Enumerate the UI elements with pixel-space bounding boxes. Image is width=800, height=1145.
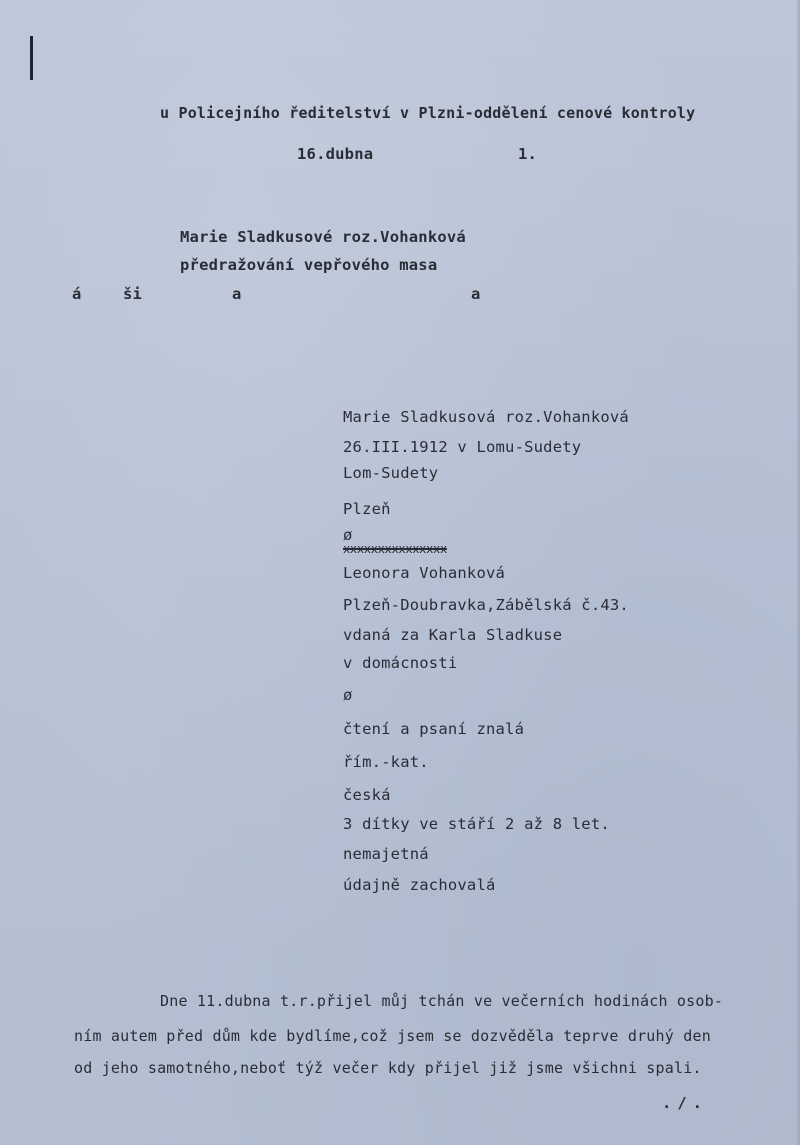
address: Plzeň-Doubravka,Zábělská č.43. <box>343 596 629 614</box>
statement-line: ním autem před dům kde bydlíme,což jsem se dozvěděla teprve druhý den <box>74 1027 711 1045</box>
form-fragment: a <box>232 285 242 303</box>
literacy: čtení a psaní znalá <box>343 720 525 738</box>
marital-status: vdaná za Karla Sladkuse <box>343 626 563 644</box>
slash-mark: ø <box>343 526 353 544</box>
subject-name: Marie Sladkusové roz.Vohanková <box>180 228 466 246</box>
margin-mark <box>30 36 33 80</box>
occupation: v domácnosti <box>343 654 458 672</box>
residence: Plzeň <box>343 500 391 518</box>
full-name: Marie Sladkusová roz.Vohanková <box>343 408 629 426</box>
domicile: Lom-Sudety <box>343 464 439 482</box>
nationality: česká <box>343 786 391 804</box>
slash-mark: ø <box>343 686 353 704</box>
birth-data: 26.III.1912 v Lomu-Sudety <box>343 438 582 456</box>
subject-offense: předražování vepřového masa <box>180 256 438 274</box>
mother-name: Leonora Vohanková <box>343 564 506 582</box>
form-fragment: á <box>72 285 82 303</box>
form-fragment: a <box>471 285 481 303</box>
form-fragment: ši <box>123 285 143 303</box>
reputation: údajně zachovalá <box>343 876 496 894</box>
property-status: nemajetná <box>343 845 429 863</box>
page-number: 1. <box>518 145 538 163</box>
office-heading: u Policejního ředitelství v Plzni-oddělení cenové kontroly <box>160 104 696 122</box>
religion: řím.-kat. <box>343 753 429 771</box>
continuation-mark: ./. <box>662 1094 708 1112</box>
struck-text: xxxxxxxxxxxxxxx <box>343 542 447 556</box>
statement-line: Dne 11.dubna t.r.přijel můj tchán ve večerních hodinách osob- <box>160 992 724 1010</box>
page-edge <box>796 0 800 1145</box>
document-date: 16.dubna <box>297 145 374 163</box>
children: 3 dítky ve stáří 2 až 8 let. <box>343 815 610 833</box>
statement-line: od jeho samotného,neboť týž večer kdy přijel již jsme všichni spali. <box>74 1059 702 1077</box>
